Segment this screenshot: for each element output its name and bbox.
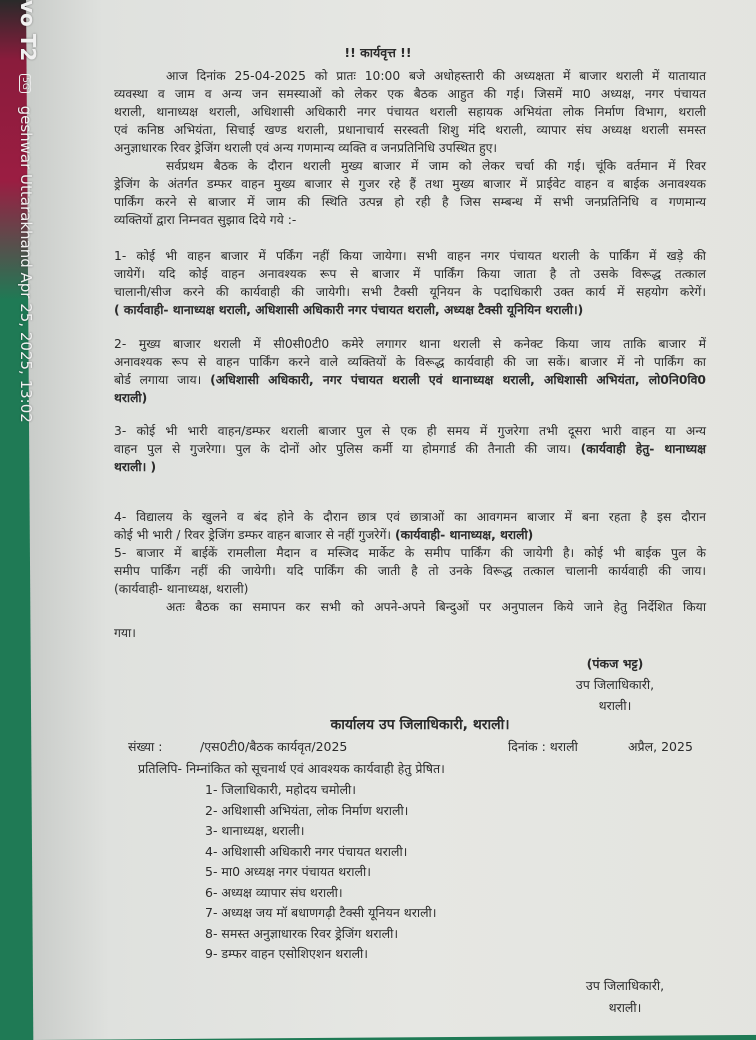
body-line <box>114 86 706 103</box>
line-text: 4- विद्यालय के खुलने व बंद होने के दौरान छात्र एवं छात्राओं का आवगमन बाजार में बना रहता है इस दौरान <box>114 510 706 524</box>
line-text: समीप पार्किंग नहीं की जायेगी। यदि पार्किंग की जाती है तो उनके विरूद्ध तत्काल चालानी कार्यवाही की जाय। <box>114 564 706 578</box>
line-text: 2- मुख्य बाजार थराली में सी0सी0टी0 कमेरे लगागर थाना थराली से कनेक्ट किया जाय ताकि बाजार में <box>114 337 706 351</box>
line-text: 1- कोई भी वाहन बाजार में पर्किंग नहीं किया जायेगा। सभी वाहन नगर पंचायत थराली के पार्किंग में खड़े की <box>114 249 706 263</box>
body-line <box>114 390 706 407</box>
line-text: (कार्यवाही- थानाध्यक्ष, थराली) <box>114 582 249 596</box>
line-text: एवं कनिष्ठ अभियंता, सिचाई खण्ड थराली, प्रधानाचार्य सरस्वती शिशु मंदि थराली, व्यापार संघ अध्यक्ष थराली समस्त <box>114 123 706 137</box>
body-line <box>114 302 706 319</box>
action-owner-text: (कार्यवाही- थानाध्यक्ष, थराली) <box>394 528 534 542</box>
reference-date: अप्रैल, 2025 <box>628 739 693 754</box>
body-line <box>114 423 706 440</box>
body-line <box>114 563 706 580</box>
closing-designation: उप जिलाधिकारी, <box>585 978 665 993</box>
line-text: सर्वप्रथम बैठक के दौरान थराली मुख्य बाजार में जाम को लेकर चर्चा की गई। चूंकि वर्तमान में रिवर <box>166 159 706 173</box>
body-line <box>114 545 706 562</box>
line-text: अनावश्यक रूप से वाहन पार्किंग करने वाले व्यक्तियों के विरूद्ध कार्यवाही की जा सकें। बाजार में नो पार्किंग का <box>114 355 706 369</box>
body-line <box>114 68 706 85</box>
line-text: व्यक्तियों द्वारा निम्नवत सुझाव दिये गये :- <box>114 213 297 227</box>
signatory-name: (पंकज भट्ट) <box>586 656 644 671</box>
line-text: वाहन पुल से गुजरेगा। पुल के दोनों ओर पुलिस कर्मी या होमगार्ड की तैनाती की जाय। <box>114 442 581 456</box>
copy-to-item: 7- अध्यक्ष जय मॉ बधाणगढ़ी टैक्सी यूनियन थराली। <box>205 905 437 920</box>
line-text: 5- बाजार में बाईकें रामलीला मैदान व मस्जिद मार्केट के समीप पार्किंग की जायेगी है। कोई भी बाईक पुल के <box>114 546 706 560</box>
copy-to-item: 5- मा0 अध्यक्ष नगर पंचायत थराली। <box>205 864 371 879</box>
line-text: अतः बैठक का समापन कर सभी को अपने-अपने बिन्दुओं पर अनुपालन किये जाने हेतु निर्देशित किया <box>166 600 706 614</box>
copy-to-item: 9- डम्फर वाहन एसोशिएशन थराली। <box>205 946 369 961</box>
body-line <box>114 372 706 389</box>
body-line <box>114 599 706 616</box>
office-heading: कार्यालय उप जिलाधिकारी, थराली। <box>330 717 510 733</box>
body-line <box>114 176 706 193</box>
action-owner-text: (कार्यवाही हेतु- थानाध्यक्ष <box>580 442 706 456</box>
signatory-place: थराली। <box>598 698 632 713</box>
closing-signature <box>565 977 685 1016</box>
body-line <box>114 625 706 642</box>
line-text: बोर्ड लगाया जाय। <box>114 373 211 387</box>
action-owner-text: (अधिशासी अधिकारी, नगर पंचायत थराली एवं थानाध्यक्ष थराली, अधिशासी अभियंता, लो0नि0वि0 <box>210 373 706 387</box>
line-text: 3- कोई भी भारी वाहन/डम्फर थराली बाजार पुल से एक ही समय में गुजरेगा तभी दूसरा भारी वाहन या अन्य <box>114 424 706 438</box>
line-text: चालानी/सीज करने की कार्यवाही की जायेगी। सभी टैक्सी यूनियन के पदाधिकारी उक्त कार्य में सहयोग करेगें। <box>114 285 706 299</box>
body-line <box>114 140 706 157</box>
camera-brand: vo T2 <box>16 0 40 62</box>
body-line <box>114 284 706 301</box>
body-line <box>114 266 706 283</box>
action-owner-text: थराली) <box>114 391 148 405</box>
line-text: आज दिनांक 25-04-2025 को प्रातः 10:00 बजे अधोहस्तारी की अध्यक्षता में बाजार थराली में यातायात <box>166 69 706 83</box>
body-line <box>114 354 706 371</box>
action-owner-text: थराली। ) <box>114 460 157 474</box>
signatory-designation: उप जिलाधिकारी, <box>575 677 655 692</box>
signature-block <box>560 655 670 714</box>
body-line <box>114 581 706 598</box>
body-line <box>114 509 706 526</box>
reference-number-label: संख्या : <box>128 739 163 754</box>
body-line <box>114 122 706 139</box>
body-line <box>114 441 706 458</box>
line-text: अनुज्ञाधारक रिवर ड्रेजिंग थराली एवं अन्य गणमान्य व्यक्ति व जनप्रतिनिधि उपस्थित हुए। <box>114 141 498 155</box>
reference-date-label: दिनांक : थराली <box>508 739 578 754</box>
body-line <box>114 248 706 265</box>
body-line <box>114 527 706 544</box>
network-badge: 5G <box>20 74 32 93</box>
action-owner-text: ( कार्यवाही- थानाध्यक्ष थराली, अधिशासी अधिकारी नगर पंचायत थराली, अध्यक्ष टैक्सी यूनियिन थराली।) <box>114 303 584 317</box>
location-timestamp: geshwar Uttarakhand Apr 25, 2025, 13:02 <box>17 105 35 423</box>
body-line <box>114 194 706 211</box>
line-text: जायेगें। यदि कोई वाहन अनावश्यक रूप से बाजार में पार्किंग किया जाता है तो उसके विरूद्ध तत्काल <box>114 267 706 281</box>
copy-to-item: 8- समस्त अनुज्ञाधारक रिवर ड्रेजिंग थराली। <box>205 925 399 941</box>
line-text: कोई भी भारी / रिवर ड्रेजिंग डम्फर वाहन बाजार से नहीं गुजरेगें। <box>114 528 395 542</box>
body-line <box>114 104 706 121</box>
reference-number: /एस0टी0/बैठक कार्यवृत/2025 <box>200 739 348 754</box>
body-line <box>114 158 706 175</box>
copy-to-item: 1- जिलाधिकारी, महोदय चमोली। <box>205 782 357 797</box>
line-text: गया। <box>114 626 136 640</box>
copy-to-item: 4- अधिशासी अधिकारी नगर पंचायत थराली। <box>205 843 408 859</box>
document-title: !! कार्यवृत्त !! <box>344 45 412 60</box>
copy-to-intro: प्रतिलिपि- निम्नांकित को सूचनार्थ एवं आवश्यक कार्यवाही हेतु प्रेषित। <box>138 761 445 776</box>
body-line <box>114 212 706 229</box>
line-text: व्यवस्था व जाम व अन्य जन समस्याओं को लेकर एक बैठक आहुत की गई। जिसमें मा0 अध्यक्ष, नगर पंचायत <box>114 87 706 101</box>
body-line <box>114 336 706 353</box>
body-line <box>114 459 706 476</box>
copy-to-item: 3- थानाध्यक्ष, थराली। <box>205 823 305 838</box>
copy-to-item: 6- अध्यक्ष व्यापार संघ थराली। <box>205 884 343 900</box>
line-text: ड्रेजिंग के अंतर्गत डम्फर वाहन मुख्य बाजार से गुजर रहे हैं तथा मुख्य बाजार में प्राईवेट वाहन व बाईक अनावश्यक <box>114 177 706 191</box>
line-text: पार्किंग करने से बाजार में जाम की स्थिति उत्पन्न हो रही है जिस सम्बन्ध में सभी जनप्रतिनिधि व गणमान्य <box>114 195 706 209</box>
copy-to-item: 2- अधिशासी अभियंता, लोक निर्माण थराली। <box>205 802 409 818</box>
closing-place: थराली। <box>608 1000 642 1015</box>
line-text: थराली, थानाध्यक्ष थराली, अधिशासी अधिकारी नगर पंचायत थराली सहायक अभियंता लोक निर्माण विभाग, थराली <box>114 105 706 119</box>
